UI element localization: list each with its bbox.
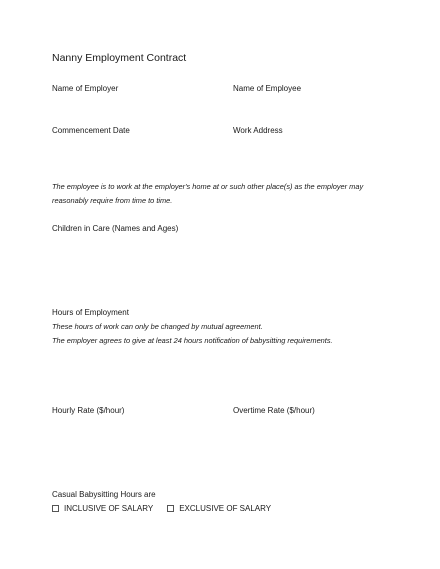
exclusive-checkbox[interactable] [167, 505, 174, 512]
exclusive-option[interactable] [167, 504, 271, 513]
inclusive-checkbox[interactable] [52, 505, 59, 512]
page-title: Nanny Employment Contract [52, 52, 187, 64]
hours-clause-line2: The employer agrees to give at least 24 hours notification of babysitting requirements. [52, 336, 333, 345]
hourly-rate-label: Hourly Rate ($/hour) [52, 406, 125, 415]
workplace-clause-line2: reasonably require from time to time. [52, 196, 173, 205]
children-in-care-label: Children in Care (Names and Ages) [52, 224, 179, 233]
name-of-employee-label: Name of Employee [233, 84, 302, 93]
commencement-date-label: Commencement Date [52, 126, 130, 135]
work-address-label: Work Address [233, 126, 283, 135]
workplace-clause-line1: The employee is to work at the employer's home at or such other place(s) as the employer may [52, 182, 364, 191]
hours-of-employment-heading: Hours of Employment [52, 308, 129, 317]
salary-options [52, 504, 285, 513]
name-of-employer-label: Name of Employer [52, 84, 119, 93]
inclusive-option-label: INCLUSIVE OF SALARY [64, 504, 154, 513]
hours-clause-line1: These hours of work can only be changed by mutual agreement. [52, 322, 263, 331]
inclusive-option[interactable] [52, 504, 153, 513]
exclusive-option-label: EXCLUSIVE OF SALARY [179, 504, 272, 513]
casual-babysitting-heading: Casual Babysitting Hours are [52, 490, 156, 499]
overtime-rate-label: Overtime Rate ($/hour) [233, 406, 315, 415]
